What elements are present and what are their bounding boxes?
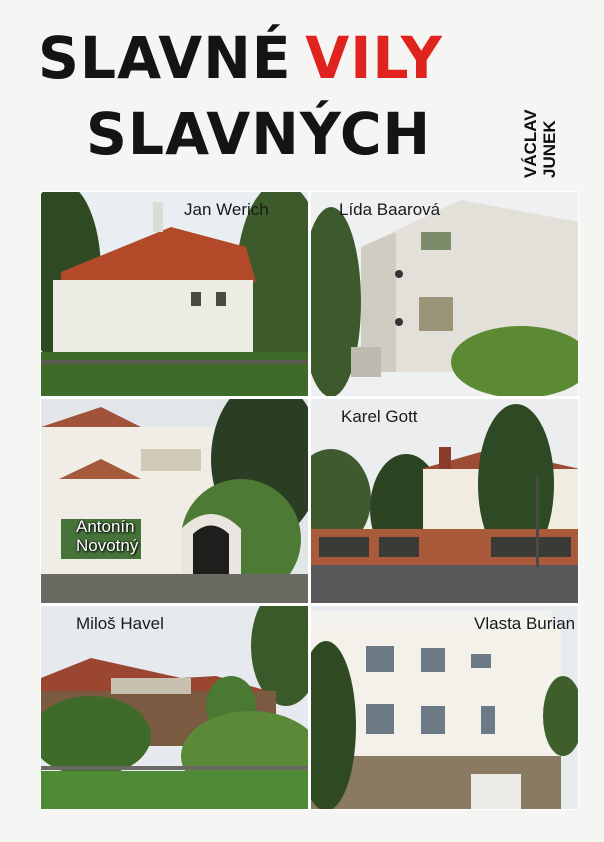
- title-line-1: [38, 24, 443, 92]
- photo-milos-havel: [40, 605, 309, 810]
- caption-karel-gott: Karel Gott: [341, 407, 418, 426]
- caption-milos-havel: Miloš Havel: [76, 614, 164, 633]
- villa-illustration: [311, 606, 579, 810]
- author-last-name: JUNEK: [540, 120, 559, 178]
- photo-antonin-novotny: [40, 398, 309, 604]
- title-word-slavne: SLAVNÉ: [38, 24, 292, 92]
- villa-illustration: [41, 606, 309, 810]
- photo-jan-werich: [40, 191, 309, 397]
- title-line-2: SLAVNÝCH: [86, 100, 432, 168]
- photo-vlasta-burian: [310, 605, 579, 810]
- villa-illustration: [41, 399, 309, 604]
- photo-grid: [40, 191, 579, 810]
- title-word-vily: VILY: [305, 24, 443, 92]
- villa-illustration: [41, 192, 309, 397]
- author-name: [521, 109, 559, 178]
- author-first-name: VÁCLAV: [521, 109, 540, 178]
- villa-illustration: [311, 192, 579, 397]
- caption-vlasta-burian: Vlasta Burian: [474, 614, 576, 633]
- caption-lida-baarova: Lída Baarová: [339, 200, 441, 219]
- caption-antonin-novotny: Antonín Novotný: [76, 517, 139, 555]
- caption-jan-werich: Jan Werich: [184, 200, 269, 219]
- villa-illustration: [311, 399, 579, 604]
- photo-lida-baarova: [310, 191, 579, 397]
- photo-karel-gott: [310, 398, 579, 604]
